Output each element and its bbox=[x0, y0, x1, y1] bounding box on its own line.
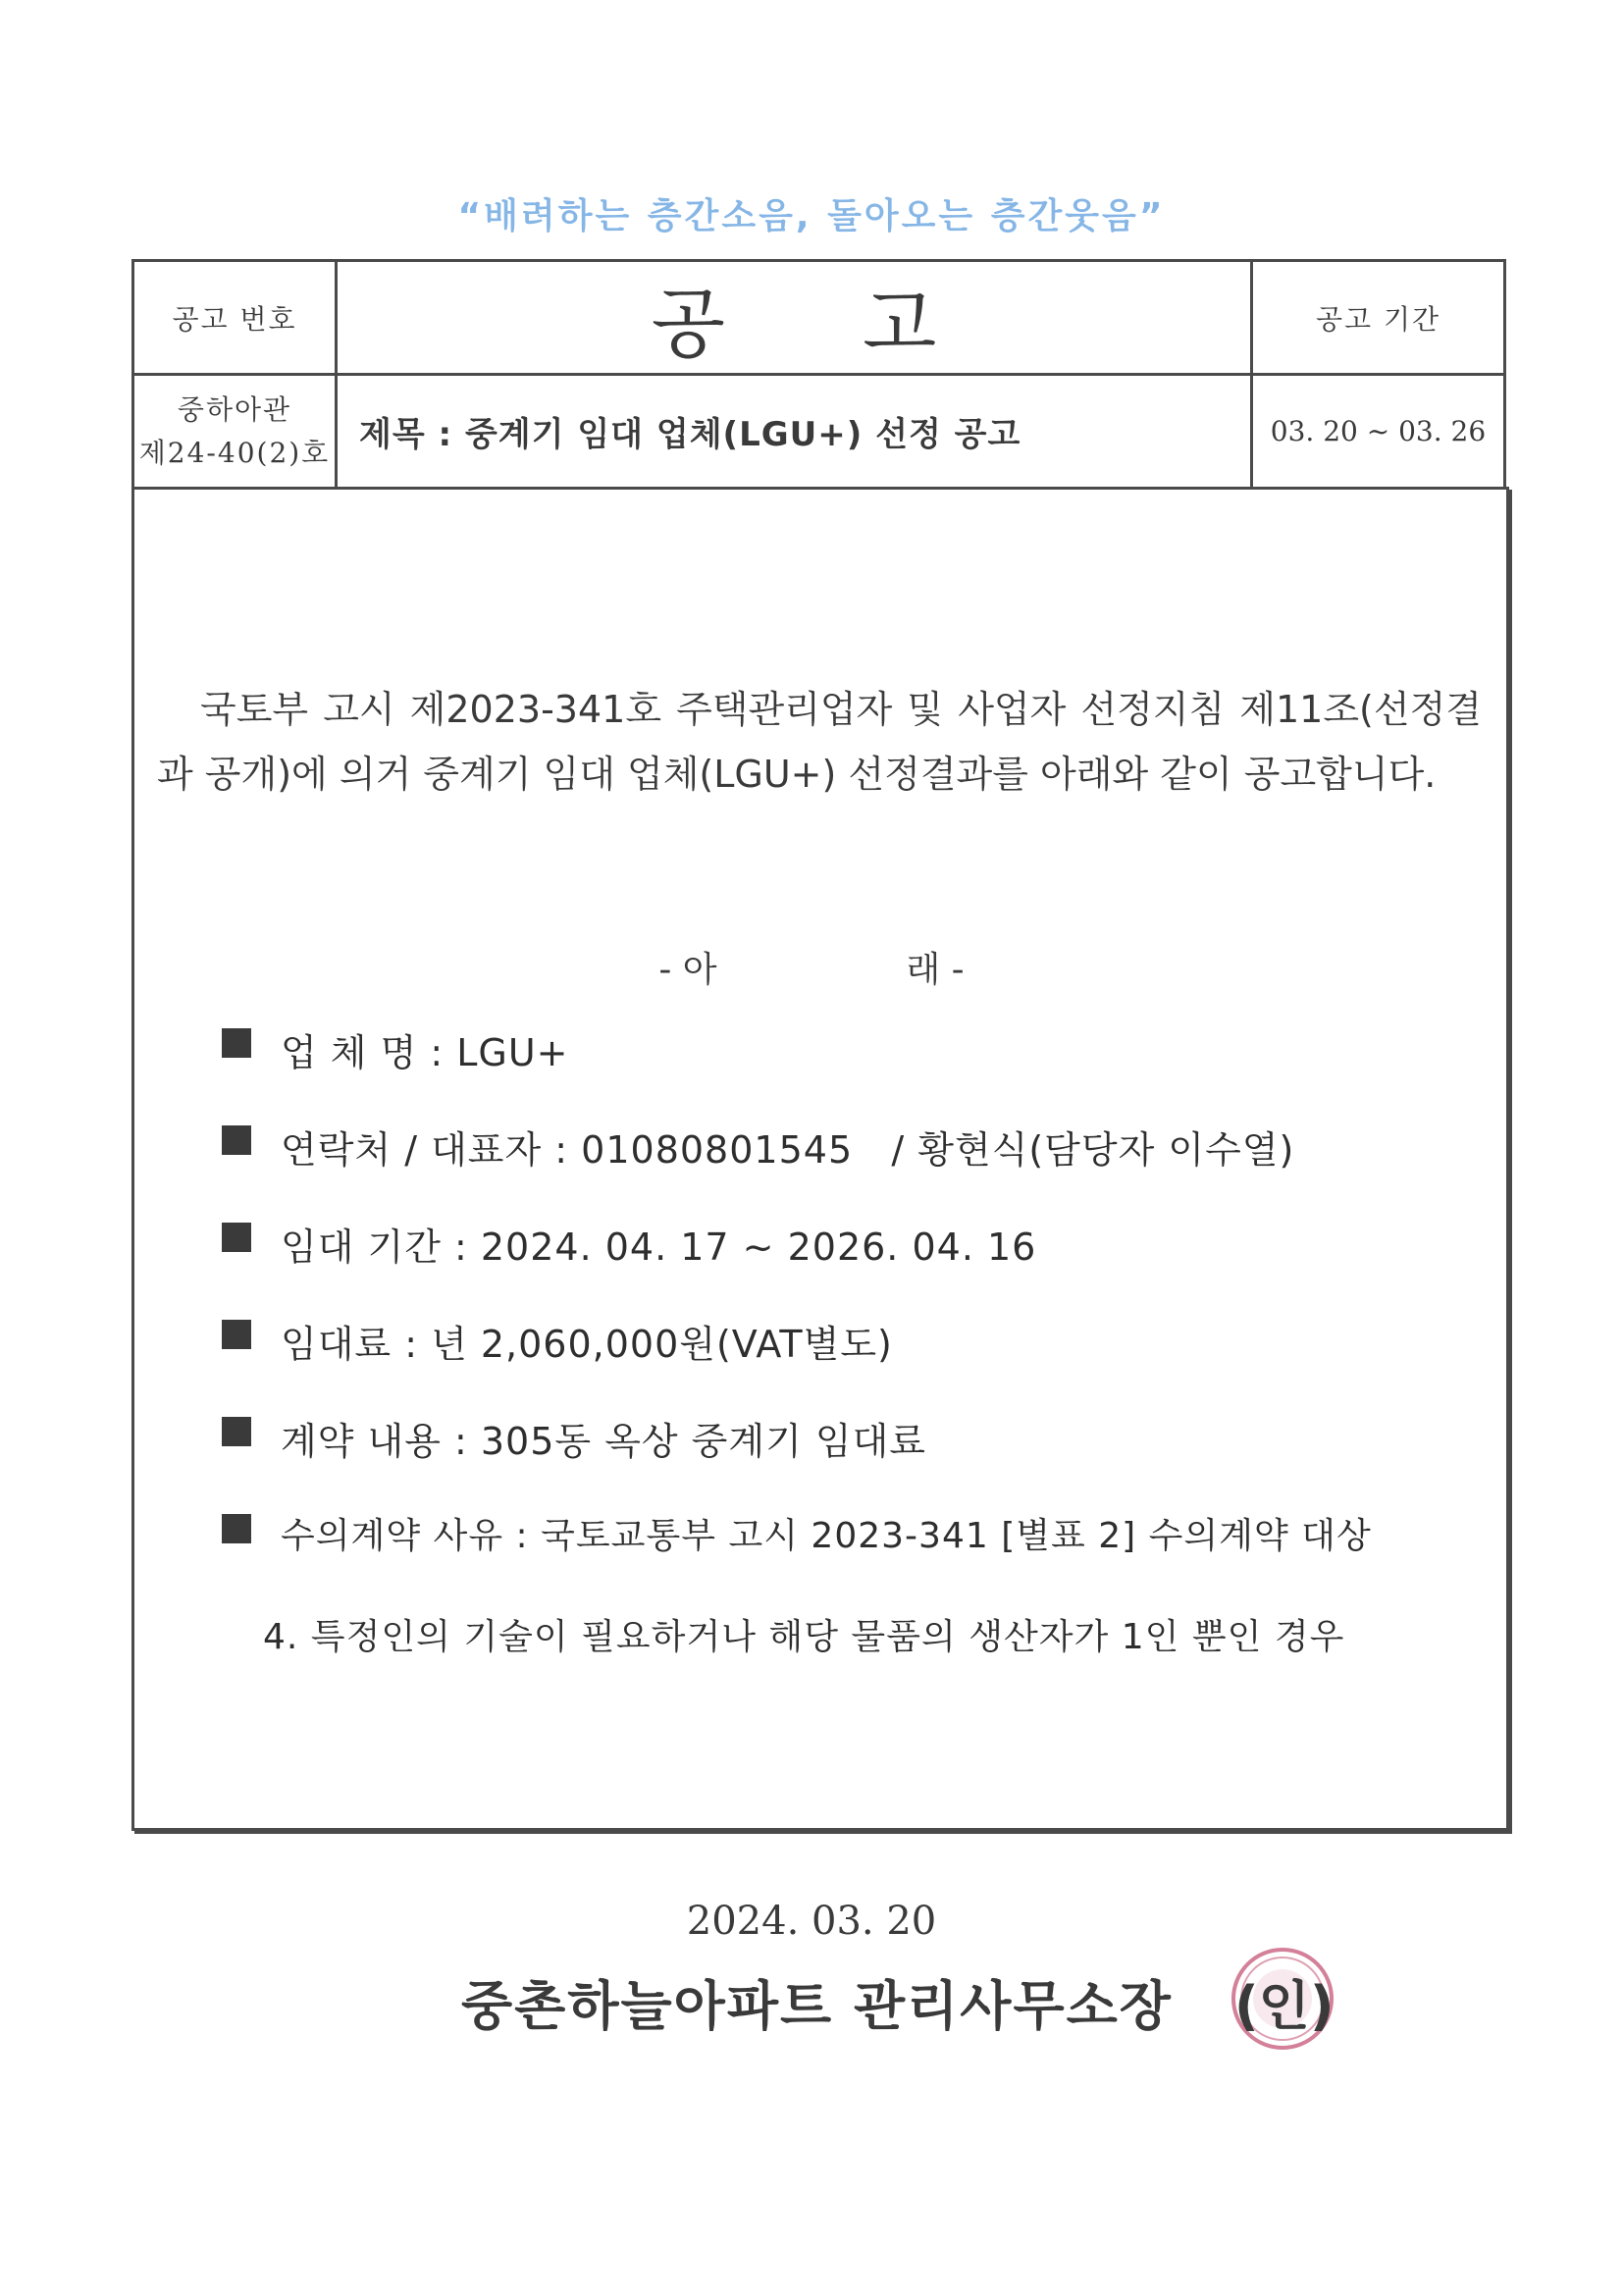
list-item bbox=[222, 1314, 1497, 1411]
item-rent: 임대료 : 년 2,060,000원(VAT별도) bbox=[281, 1323, 893, 1366]
notice-subject: 제목 : 중계기 임대 업체(LGU+) 선정 공고 bbox=[359, 415, 1021, 454]
notice-number bbox=[134, 376, 335, 487]
item-reason: 수의계약 사유 : 국토교통부 고시 2023-341 [별표 2] 수의계약 대상 bbox=[281, 1516, 1372, 1556]
square-bullet-icon bbox=[222, 1514, 251, 1543]
notice-header-table bbox=[131, 259, 1506, 490]
notice-items bbox=[222, 1022, 1497, 1605]
item-reason-continuation: 4. 특정인의 기술이 필요하거나 해당 물품의 생산자가 1인 뿐인 경우 bbox=[263, 1617, 1345, 1657]
below-heading bbox=[0, 942, 1623, 992]
list-item bbox=[222, 1411, 1497, 1508]
notice-number-line1: 중하아관 bbox=[177, 392, 292, 426]
square-bullet-icon bbox=[222, 1223, 251, 1252]
notice-period: 03. 20 ~ 03. 26 bbox=[1270, 415, 1487, 447]
square-bullet-icon bbox=[222, 1028, 251, 1058]
list-item bbox=[222, 1022, 1497, 1120]
list-item bbox=[222, 1508, 1497, 1605]
seal bbox=[1223, 1945, 1350, 2055]
item-company: 업 체 명 : LGU+ bbox=[281, 1031, 569, 1074]
item-contact: 연락처 / 대표자 : 01080801545 / 황현식(담당자 이수열) bbox=[281, 1128, 1295, 1172]
below-heading-right: 래 - bbox=[906, 950, 965, 990]
item-contract: 계약 내용 : 305동 옥상 중계기 임대료 bbox=[281, 1420, 927, 1463]
square-bullet-icon bbox=[222, 1125, 251, 1155]
below-heading-left: - 아 bbox=[658, 950, 717, 990]
square-bullet-icon bbox=[222, 1417, 251, 1446]
notice-title: 공고 bbox=[651, 280, 1074, 369]
intro-paragraph: 국토부 고시 제2023-341호 주택관리업자 및 사업자 선정지침 제11조(선정결과 공개)에 의거 중계기 임대 업체(LGU+) 선정결과를 아래와 같이 공고합니다. bbox=[157, 688, 1482, 796]
notice-number-label: 공고 번호 bbox=[172, 302, 297, 336]
seal-mark: (인) bbox=[1234, 1975, 1335, 2037]
list-item bbox=[222, 1120, 1497, 1217]
slogan: “배려하는 층간소음, 돌아오는 층간웃음” bbox=[457, 196, 1166, 236]
list-item bbox=[222, 1217, 1497, 1314]
square-bullet-icon bbox=[222, 1320, 251, 1349]
notice-number-line2: 제24-40(2)호 bbox=[138, 436, 331, 469]
office-name: 중촌하늘아파트 관리사무소장 bbox=[461, 1975, 1173, 2037]
notice-date: 2024. 03. 20 bbox=[686, 1899, 937, 1944]
item-lease-period: 임대 기간 : 2024. 04. 17 ~ 2026. 04. 16 bbox=[281, 1226, 1037, 1269]
notice-period-label: 공고 기간 bbox=[1315, 302, 1441, 336]
